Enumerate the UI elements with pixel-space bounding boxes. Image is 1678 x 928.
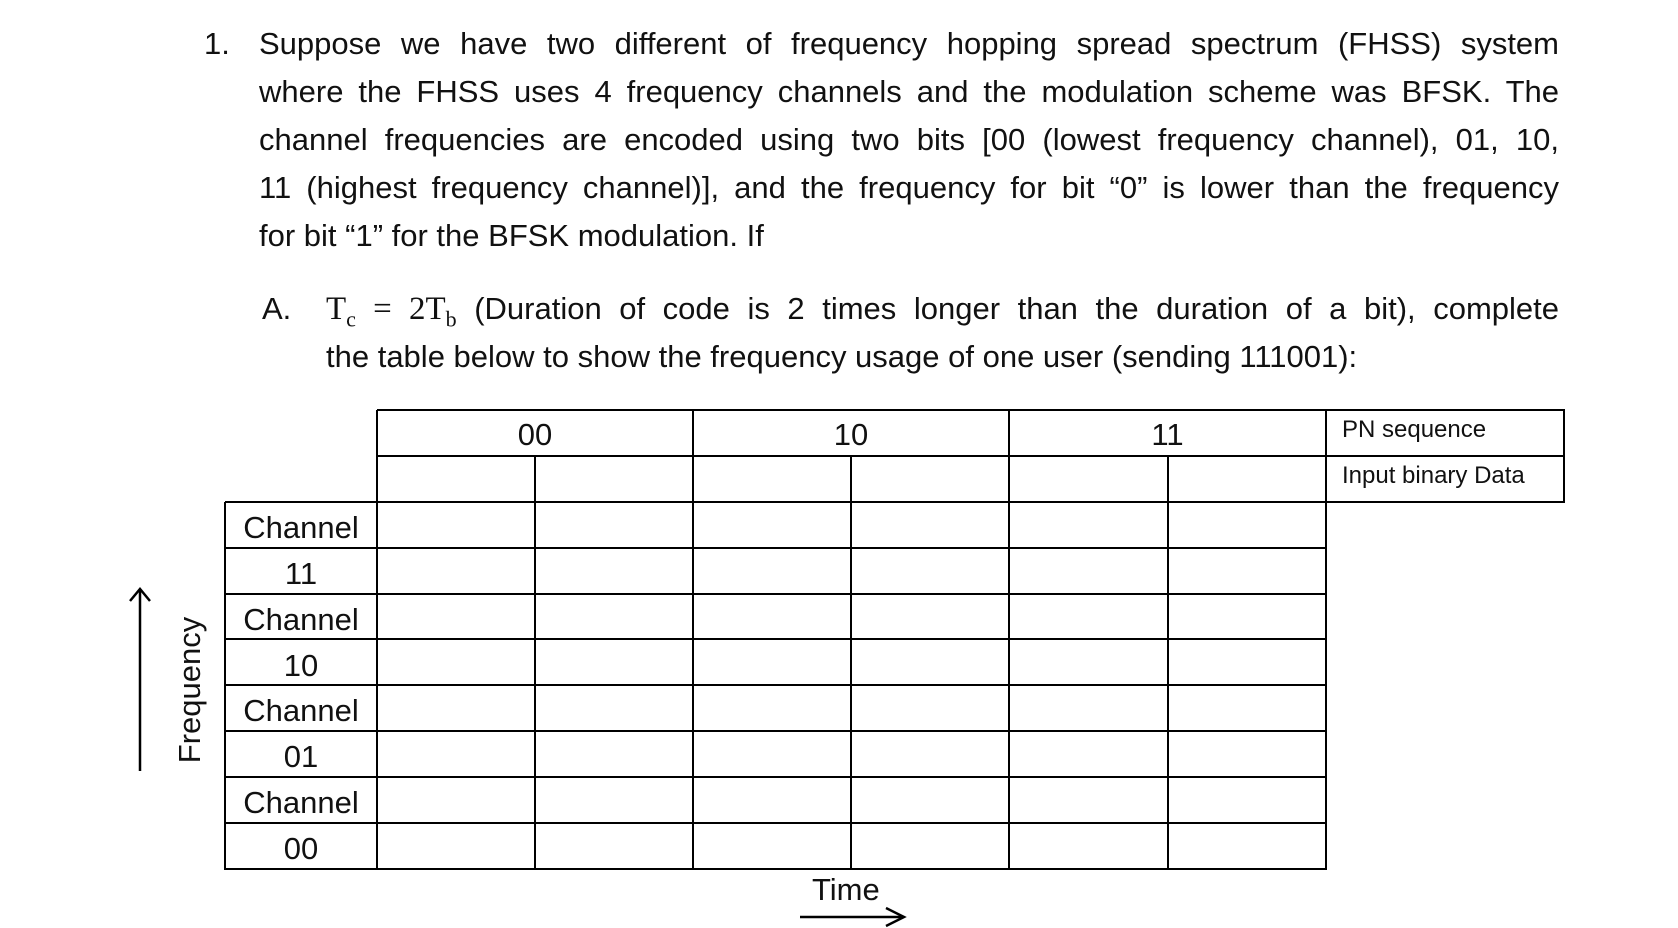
- table-grid-line: [692, 410, 694, 870]
- channel-00-label: Channel 00: [243, 785, 359, 866]
- time-arrow-icon: [798, 906, 910, 928]
- table-grid-line: [225, 684, 1327, 686]
- question-line-1: Suppose we have two different of frequency hopping spread spectrum (FHSS) system: [259, 26, 1559, 61]
- table-grid-line: [225, 822, 1327, 824]
- table-grid-line: [225, 501, 1565, 503]
- question-line-5: for bit “1” for the BFSK modulation. If: [259, 218, 764, 253]
- table-grid-line: [225, 868, 1327, 870]
- pn-sequence-label: PN sequence: [1342, 416, 1487, 443]
- part-a-line-2: the table below to show the frequency usage of one user (sending 111001):: [326, 339, 1358, 374]
- channel-11-label: Channel 11: [243, 510, 359, 591]
- pn-value-3: 11: [1151, 417, 1184, 452]
- input-binary-data-label: Input binary Data: [1342, 462, 1525, 489]
- table-grid-line: [377, 455, 1565, 457]
- table-grid-line: [850, 456, 852, 870]
- question-line-4: 11 (highest frequency channel)], and the frequency for bit “0” is lower than the frequency: [259, 170, 1559, 205]
- table-grid-line: [1325, 410, 1327, 870]
- table-grid-line: [1563, 410, 1565, 503]
- table-grid-line: [225, 547, 1327, 549]
- part-a-line-1: $T_c = 2T_b$ (Duration of code is 2 times longer than the duration of a bit), complete: [326, 291, 1559, 332]
- table-grid-line: [225, 776, 1327, 778]
- table-grid-line: [1167, 456, 1169, 870]
- question-line-3: channel frequencies are encoded using two bits [00 (lowest frequency channel), 01, 10,: [259, 122, 1559, 157]
- frequency-arrow-icon: [128, 585, 152, 775]
- formula-tc: $T_c = 2T_b$: [326, 291, 457, 332]
- frequency-axis-label: Frequency: [172, 616, 207, 764]
- question-line-2: where the FHSS uses 4 frequency channels and the modulation scheme was BFSK. The: [259, 74, 1559, 109]
- table-grid-line: [377, 409, 1565, 411]
- pn-value-2: 10: [833, 417, 869, 452]
- question-number: 1.: [204, 26, 230, 61]
- pn-value-1: 00: [517, 417, 553, 452]
- table-grid-line: [534, 456, 536, 870]
- table-grid-line: [225, 730, 1327, 732]
- table-grid-line: [225, 638, 1327, 640]
- channel-10-label: Channel 10: [243, 602, 359, 683]
- part-a-label: A.: [262, 291, 292, 326]
- channel-01-label: Channel 01: [243, 693, 359, 774]
- table-grid-line: [1008, 410, 1010, 870]
- table-grid-line: [225, 593, 1327, 595]
- time-axis-label: Time: [812, 872, 880, 907]
